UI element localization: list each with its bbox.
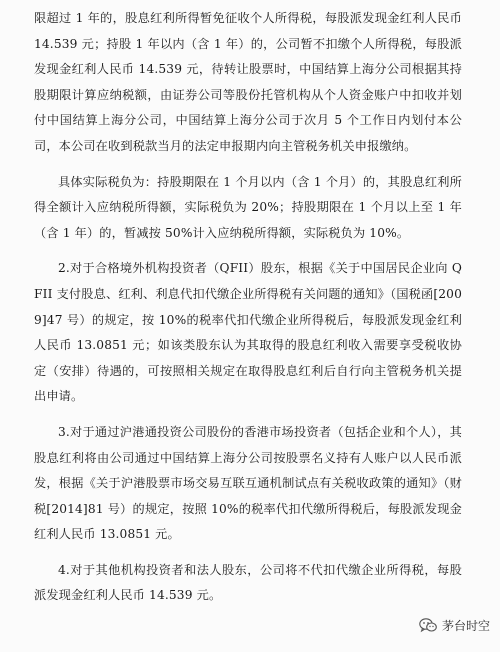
watermark-text: 茅台时空: [441, 619, 490, 633]
paragraph-4: 3.对于通过沪港通投资公司股份的香港市场投资者（包括企业和个人），其股息红利将由公司通过中国结算上海分公司按股票名义持有人账户以人民币派发，根据《关于沪港股票市场交易互联互通机制试点有关税收政策的通知》（财税[2014]81 号）的规定，按照 10%的税率代扣代缴所得税后，每股派发现金红利人民币 13.0851 元。: [34, 424, 462, 542]
paragraph-1: 限超过 1 年的，股息红利所得暂免征收个人所得税，每股派发现金红利人民币 14.539 元；持股 1 年以内（含 1 年）的，公司暂不扣缴个人所得税，每股派发现金红利人民币 14.539 元，待转让股票时，中国结算上海分公司根据其持股期限计算应纳税额，由证券公司等股份托管机构从个人资金账户中扣收并划付中国结算上海分公司，中国结算上海分公司于次月 5 个工作日内划付本公司，本公司在收到税款当月的法定申报期内向主管税务机关申报缴纳。: [34, 11, 462, 153]
paragraph-2: 具体实际税负为：持股期限在 1 个月以内（含 1 个月）的，其股息红利所得全额计入应纳税所得额，实际税负为 20%；持股期限在 1 个月以上至 1 年（含 1 年）的，暂减按 50%计入应纳税所得额，实际税负为 10%。: [34, 174, 462, 240]
wechat-icon: [419, 618, 437, 633]
watermark: [419, 617, 490, 634]
paragraph-3: 2.对于合格境外机构投资者（QFII）股东，根据《关于中国居民企业向 QFII 支付股息、红利、利息代扣代缴企业所得税有关问题的通知》（国税函[2009]47 号）的规定，按 10%的税率代扣代缴企业所得税后，每股派发现金红利人民币 13.0851 元；如该类股东认为其取得的股息红利收入需要享受税收协定（安排）待遇的，可按照相关规定在取得股息红利后自行向主管税务机关提出申请。: [34, 261, 462, 404]
paragraph-5: 4.对于其他机构投资者和法人股东，公司将不代扣代缴企业所得税，每股派发现金红利人民币 14.539 元。: [34, 562, 462, 603]
document-body: [34, 6, 462, 609]
